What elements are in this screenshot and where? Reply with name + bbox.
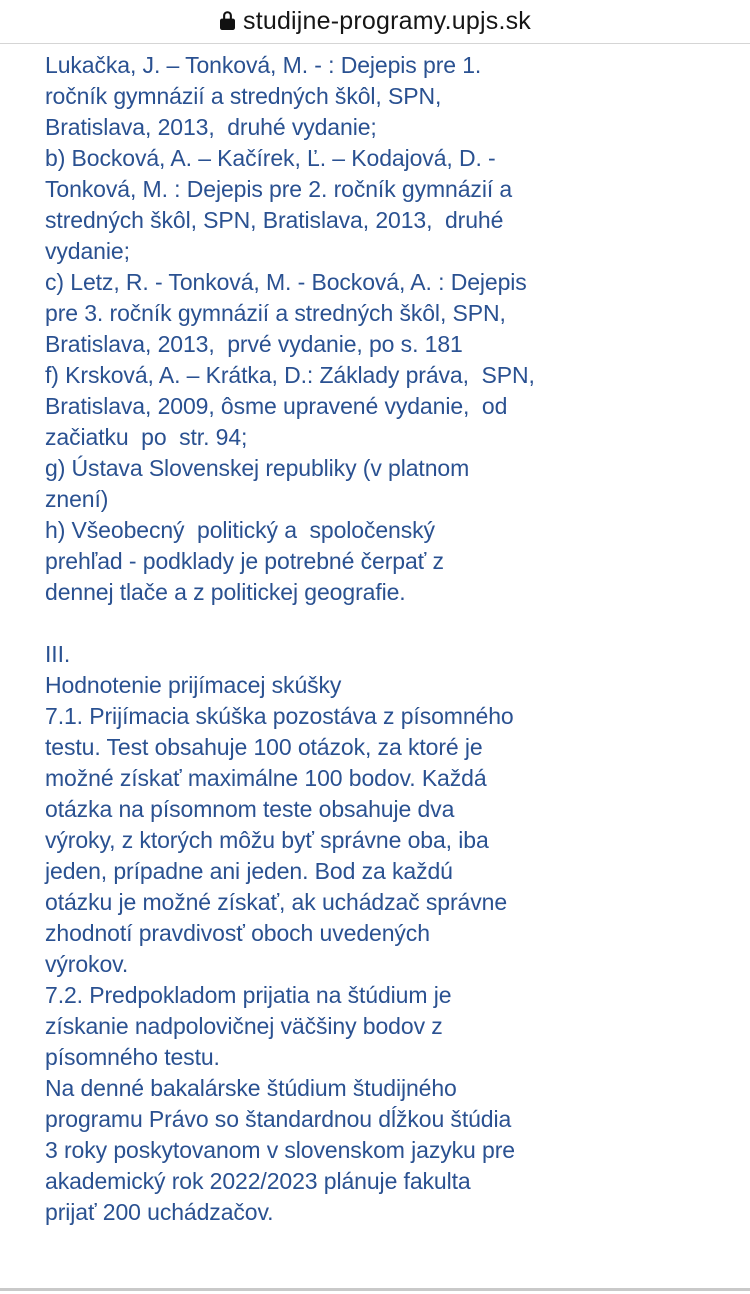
text-line: výroky, z ktorých môžu byť správne oba, iba [45,827,489,853]
text-line: b) Bocková, A. – Kačírek, Ľ. – Kodajová, D. - [45,145,496,171]
text-line: c) Letz, R. - Tonková, M. - Bocková, A. : Dejepis [45,269,527,295]
text-line: Na denné bakalárske štúdium študijného [45,1075,457,1101]
text-line: Tonková, M. : Dejepis pre 2. ročník gymnázií a [45,176,513,202]
text-line: h) Všeobecný politický a spoločenský [45,517,435,543]
text-line: Bratislava, 2013, prvé vydanie, po s. 181 [45,331,463,357]
text-line: prijať 200 uchádzačov. [45,1199,274,1225]
text-line: ročník gymnázií a stredných škôl, SPN, [45,83,442,109]
text-line: prehľad - podklady je potrebné čerpať z [45,548,444,574]
text-line: Bratislava, 2009, ôsme upravené vydanie, od [45,393,508,419]
text-line: písomného testu. [45,1044,220,1070]
page-content [45,50,705,1228]
text-line: vydanie; [45,238,130,264]
text-line: 7.1. Prijímacia skúška pozostáva z písomného [45,703,514,729]
text-line: 7.2. Predpokladom prijatia na štúdium je [45,982,452,1008]
text-line: 3 roky poskytovanom v slovenskom jazyku pre [45,1137,515,1163]
browser-url-bar[interactable] [0,0,750,44]
text-line: otázka na písomnom teste obsahuje dva [45,796,455,822]
text-line: začiatku po str. 94; [45,424,248,450]
text-line: III. [45,641,71,667]
text-line: Lukačka, J. – Tonková, M. - : Dejepis pre 1. [45,52,482,78]
text-line: dennej tlače a z politickej geografie. [45,579,406,605]
text-line: výrokov. [45,951,129,977]
lock-icon [219,10,236,31]
text-line: programu Právo so štandardnou dĺžkou štúdia [45,1106,512,1132]
text-line: f) Krsková, A. – Krátka, D.: Základy práva, SPN, [45,362,535,388]
text-line: jeden, prípadne ani jeden. Bod za každú [45,858,453,884]
url-text: studijne-programy.upjs.sk [243,7,531,35]
text-line: možné získať maximálne 100 bodov. Každá [45,765,487,791]
text-line: Hodnotenie prijímacej skúšky [45,672,342,698]
text-line: testu. Test obsahuje 100 otázok, za ktoré je [45,734,483,760]
text-line: pre 3. ročník gymnázií a stredných škôl, SPN, [45,300,506,326]
text-line: otázku je možné získať, ak uchádzač správne [45,889,508,915]
text-line: znení) [45,486,109,512]
text-line: Bratislava, 2013, druhé vydanie; [45,114,377,140]
text-line: zhodnotí pravdivosť oboch uvedených [45,920,430,946]
text-line: stredných škôl, SPN, Bratislava, 2013, druhé [45,207,504,233]
bottom-toolbar-divider [0,1288,750,1291]
text-line: získanie nadpolovičnej väčšiny bodov z [45,1013,443,1039]
text-line: akademický rok 2022/2023 plánuje fakulta [45,1168,471,1194]
text-line [45,608,705,639]
text-line: g) Ústava Slovenskej republiky (v platnom [45,455,470,481]
